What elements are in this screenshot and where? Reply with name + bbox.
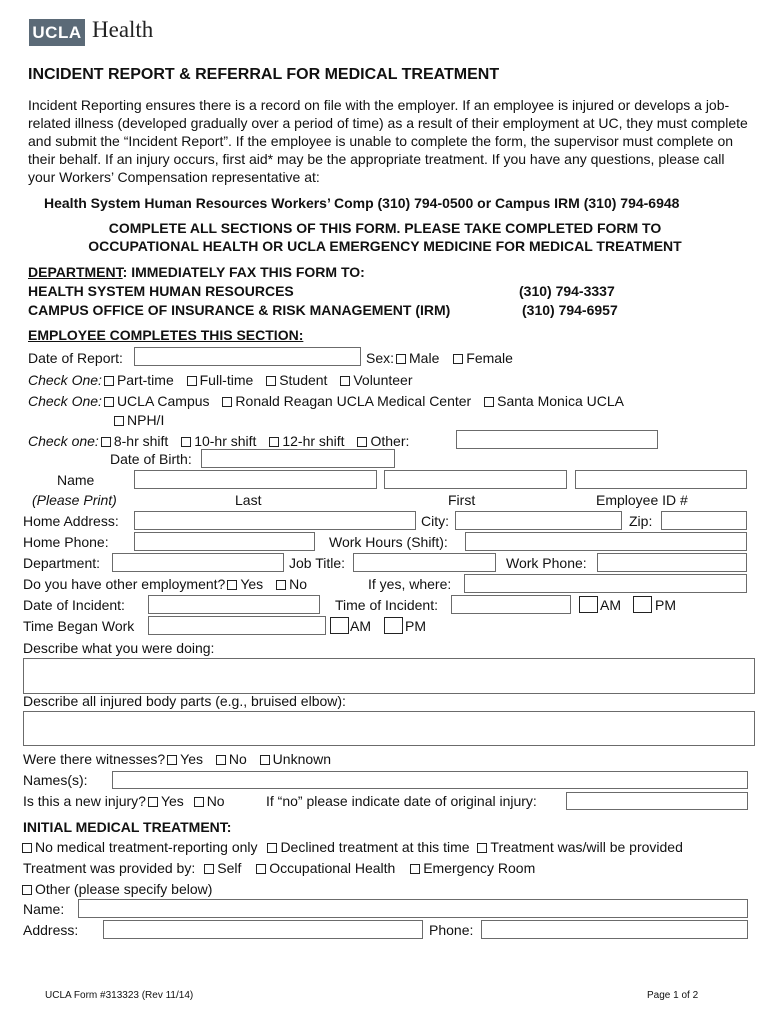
other-employment-no-checkbox[interactable] <box>276 580 286 590</box>
original-injury-date-field[interactable] <box>566 792 748 810</box>
work-hours-field[interactable] <box>465 532 747 551</box>
city-field[interactable] <box>455 511 622 530</box>
work-hours-label: Work Hours (Shift): <box>329 534 448 550</box>
treatment-name-label: Name: <box>23 901 65 917</box>
home-address-label: Home Address: <box>23 513 119 529</box>
job-title-field[interactable] <box>353 553 496 572</box>
work-phone-label: Work Phone: <box>506 555 587 571</box>
treatment-name-field[interactable] <box>78 899 748 918</box>
no-treatment-checkbox[interactable] <box>22 843 32 853</box>
describe-doing-field[interactable] <box>23 658 755 694</box>
other-employment-row: Do you have other employment? Yes No <box>23 576 307 592</box>
page-number: Page 1 of 2 <box>647 990 699 1001</box>
hr-name: HEALTH SYSTEM HUMAN RESOURCES <box>28 283 294 299</box>
treatment-address-field[interactable] <box>103 920 423 939</box>
names-label: Names(s): <box>23 772 88 788</box>
witnesses-unknown-checkbox[interactable] <box>260 755 270 765</box>
treatment-phone-field[interactable] <box>481 920 748 939</box>
occ-health-checkbox[interactable] <box>256 864 266 874</box>
date-of-incident-field[interactable] <box>148 595 320 614</box>
student-checkbox[interactable] <box>266 376 276 386</box>
incident-am-box[interactable] <box>579 596 598 613</box>
new-injury-yes-checkbox[interactable] <box>148 797 158 807</box>
santa-monica-checkbox[interactable] <box>484 397 494 407</box>
shift-12-checkbox[interactable] <box>269 437 279 447</box>
department-label: Department: <box>23 555 101 571</box>
irm-name: CAMPUS OFFICE OF INSURANCE & RISK MANAGEMENT (IRM) <box>28 302 451 318</box>
employee-section-heading: EMPLOYEE COMPLETES THIS SECTION: <box>28 327 304 343</box>
other-shift-checkbox[interactable] <box>357 437 367 447</box>
shift-row: Check one: 8-hr shift 10-hr shift 12-hr shift Other: <box>28 433 410 449</box>
describe-parts-field[interactable] <box>23 711 755 746</box>
instruction-line-1: COMPLETE ALL SECTIONS OF THIS FORM. PLEASE TAKE COMPLETED FORM TO <box>108 220 662 236</box>
nph-option: NPH/I <box>112 412 164 428</box>
other-treatment-checkbox[interactable] <box>22 885 32 895</box>
department-field[interactable] <box>112 553 284 572</box>
new-injury-no-checkbox[interactable] <box>194 797 204 807</box>
health-logo-text: Health <box>92 17 154 42</box>
incident-pm-label: PM <box>655 597 676 613</box>
contact-line: Health System Human Resources Workers’ Comp (310) 794-0500 or Campus IRM (310) 794-6948 <box>44 195 680 211</box>
time-of-incident-label: Time of Incident: <box>335 597 438 613</box>
hr-phone: (310) 794-3337 <box>519 283 615 299</box>
time-began-label: Time Began Work <box>23 618 135 634</box>
full-time-checkbox[interactable] <box>187 376 197 386</box>
home-address-field[interactable] <box>134 511 416 530</box>
first-label: First <box>448 492 476 508</box>
part-time-checkbox[interactable] <box>104 376 114 386</box>
other-employment-yes-checkbox[interactable] <box>227 580 237 590</box>
began-am-label: AM <box>350 618 371 634</box>
witness-names-field[interactable] <box>112 771 748 789</box>
began-pm-label: PM <box>405 618 426 634</box>
department-heading: DEPARTMENT: IMMEDIATELY FAX THIS FORM TO: <box>28 264 365 280</box>
work-phone-field[interactable] <box>597 553 747 572</box>
ucla-logo-box: UCLA <box>29 19 85 46</box>
treatment-phone-label: Phone: <box>429 922 474 938</box>
home-phone-label: Home Phone: <box>23 534 109 550</box>
incident-pm-box[interactable] <box>633 596 652 613</box>
other-specify-row: Other (please specify below) <box>20 881 212 897</box>
time-of-incident-field[interactable] <box>451 595 571 614</box>
date-of-report-field[interactable] <box>134 347 361 366</box>
female-checkbox[interactable] <box>453 354 463 364</box>
incident-am-label: AM <box>600 597 621 613</box>
witnesses-yes-checkbox[interactable] <box>167 755 177 765</box>
ronald-reagan-checkbox[interactable] <box>222 397 232 407</box>
witnesses-no-checkbox[interactable] <box>216 755 226 765</box>
shift-8-checkbox[interactable] <box>101 437 111 447</box>
other-employment-field[interactable] <box>464 574 747 593</box>
dob-field[interactable] <box>201 449 395 468</box>
treatment-provided-checkbox[interactable] <box>477 843 487 853</box>
nph-checkbox[interactable] <box>114 416 124 426</box>
describe-doing-label: Describe what you were doing: <box>23 640 215 656</box>
dob-label: Date of Birth: <box>110 451 192 467</box>
sex-options: Sex: Male Female <box>366 350 513 366</box>
please-print-label: (Please Print) <box>32 492 117 508</box>
initial-treatment-heading: INITIAL MEDICAL TREATMENT: <box>23 819 232 835</box>
instruction-line-2: OCCUPATIONAL HEALTH OR UCLA EMERGENCY MEDICINE FOR MEDICAL TREATMENT <box>88 238 682 254</box>
intro-paragraph: Incident Reporting ensures there is a record on file with the employer. If an employee is injured or develops a job-related illness (developed gradually over a period of time) as a result of their employment at UC, they must complete and submit the “Incident Report”. If the employee is unable to complete the form, the supervisor must complete on their behalf. If an injury occurs, first aid* may be the appropriate treatment. If you have any questions, please call your Workers’ Compensation representative at: <box>28 97 748 185</box>
last-name-field[interactable] <box>134 470 377 489</box>
last-label: Last <box>235 492 262 508</box>
employee-id-field[interactable] <box>575 470 747 489</box>
date-of-incident-label: Date of Incident: <box>23 597 125 613</box>
declined-checkbox[interactable] <box>267 843 277 853</box>
form-title: INCIDENT REPORT & REFERRAL FOR MEDICAL TREATMENT <box>28 66 500 83</box>
job-title-label: Job Title: <box>289 555 346 571</box>
home-phone-field[interactable] <box>134 532 315 551</box>
shift-10-checkbox[interactable] <box>181 437 191 447</box>
began-am-box[interactable] <box>330 617 349 634</box>
zip-field[interactable] <box>661 511 747 530</box>
er-checkbox[interactable] <box>410 864 420 874</box>
began-pm-box[interactable] <box>384 617 403 634</box>
if-no-label: If “no” please indicate date of original injury: <box>266 793 537 809</box>
male-checkbox[interactable] <box>396 354 406 364</box>
describe-parts-label: Describe all injured body parts (e.g., bruised elbow): <box>23 693 346 709</box>
city-label: City: <box>421 513 449 529</box>
self-checkbox[interactable] <box>204 864 214 874</box>
treatment-row: No medical treatment-reporting only Declined treatment at this time Treatment was/will be provided <box>20 839 683 855</box>
treatment-address-label: Address: <box>23 922 79 938</box>
location-row: Check One: UCLA Campus Ronald Reagan UCLA Medical Center Santa Monica UCLA <box>28 393 624 409</box>
zip-label: Zip: <box>629 513 653 529</box>
volunteer-checkbox[interactable] <box>340 376 350 386</box>
first-name-field[interactable] <box>384 470 567 489</box>
irm-phone: (310) 794-6957 <box>522 302 618 318</box>
employee-id-label: Employee ID # <box>596 492 688 508</box>
provided-by-row: Treatment was provided by: Self Occupational Health Emergency Room <box>23 860 536 876</box>
ucla-campus-checkbox[interactable] <box>104 397 114 407</box>
form-number: UCLA Form #313323 (Rev 11/14) <box>45 990 194 1001</box>
date-of-report-label: Date of Report: <box>28 350 123 366</box>
other-shift-field[interactable] <box>456 430 658 449</box>
witnesses-row: Were there witnesses? Yes No Unknown <box>23 751 332 767</box>
time-began-field[interactable] <box>148 616 326 635</box>
name-label: Name <box>57 472 95 488</box>
new-injury-row: Is this a new injury? Yes No <box>23 793 225 809</box>
employment-type-row: Check One: Part-time Full-time Student Volunteer <box>28 372 413 388</box>
if-yes-where-label: If yes, where: <box>368 576 452 592</box>
